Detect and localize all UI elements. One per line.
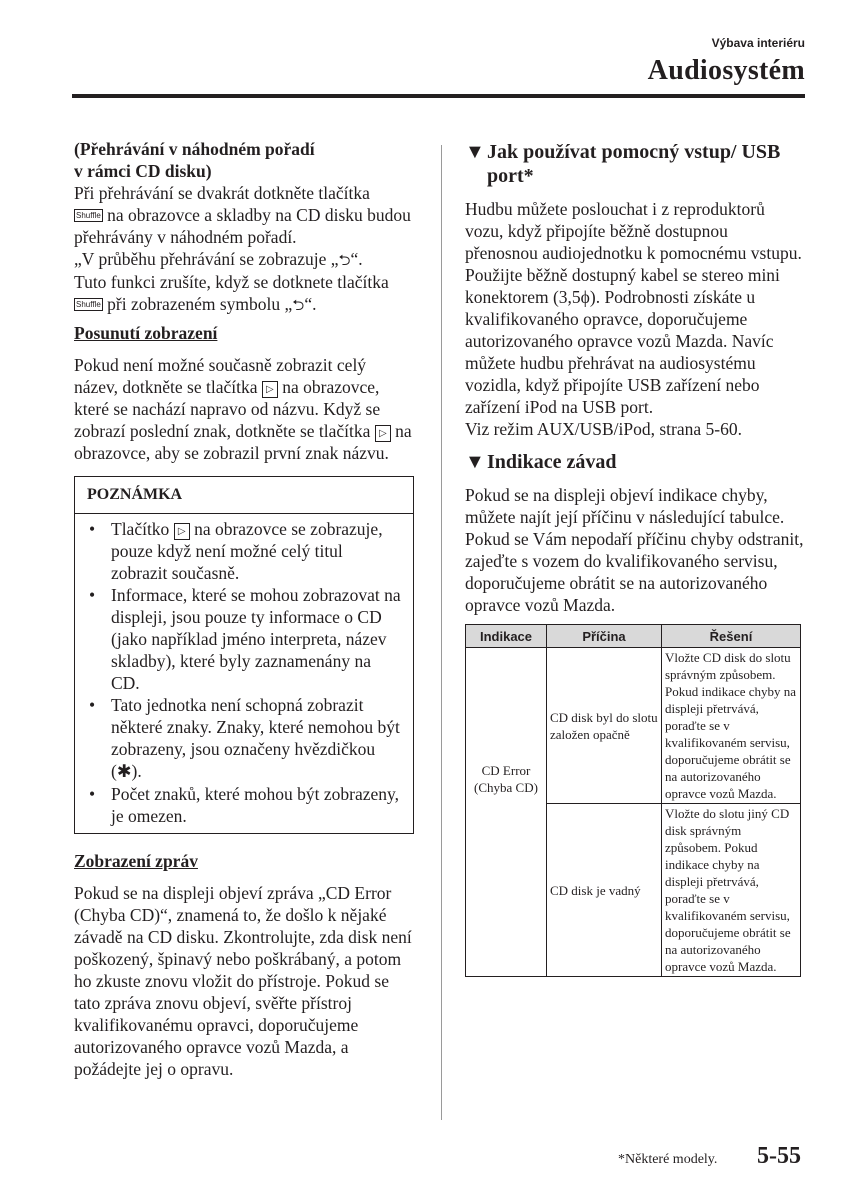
shuffle-paragraph: [74, 182, 414, 316]
fault-heading: [465, 450, 805, 474]
note-item1-text-b: na obrazovce se zobrazuje, pouze když není možné celý titul zobrazit současně.: [111, 519, 383, 583]
note-list: [75, 514, 413, 833]
note-item: [111, 518, 403, 584]
note-item: [111, 694, 403, 783]
shuffle-text-5: Tuto funkci zrušíte, když se dotknete tlačítka: [74, 272, 389, 292]
shuffle-heading-line1: (Přehrávání v náhodném pořadí: [74, 139, 315, 159]
triangle-marker-icon: ▼: [465, 451, 485, 473]
cause-cell: CD disk je vadný: [547, 804, 662, 977]
shuffle-text-4: “.: [350, 249, 363, 269]
aux-paragraph: Hudbu můžete poslouchat i z reproduktorů vozu, když připojíte běžně dostupnou přenosnou audiojednotku k pomocnému vstupu. Použijte běžně dostupný kabel se stereo mini konektorem (3,5ϕ). Podrobnosti získáte u kvalifikovaného opravce, doporučujeme autorizovaného opravce vozů Mazda. Navíc můžete hudbu přehrávat na audiosystému vozidla, když připojíte USB zařízení nebo zařízení iPod na USB port.: [465, 199, 802, 417]
table-header: Příčina: [547, 625, 662, 648]
right-arrow-key-icon: ▷: [174, 523, 190, 540]
note-item3-text-b: ).: [131, 761, 142, 781]
page-title: Audiosystém: [647, 55, 805, 86]
solution-cell: Vložte do slotu jiný CD disk správným způsobem. Pokud indikace chyby na displeji přetrvává, poraďte se v kvalifikovaném servisu, doporučujeme obrátit se na autorizovaného opravce vozů Mazda.: [662, 804, 801, 977]
note-title: POZNÁMKA: [75, 477, 413, 514]
section-label: Výbava interiéru: [711, 36, 805, 50]
note-item1-text-a: Tlačítko: [111, 519, 170, 539]
repeat-icon: ⮌: [338, 251, 351, 269]
column-divider: [441, 145, 442, 1120]
note-item3-text-a: Tato jednotka není schopná zobrazit některé znaky. Znaky, které nemohou být zobrazeny, jsou označeny hvězdičkou (: [111, 695, 400, 781]
left-column: [74, 138, 414, 1080]
page-number: 5-55: [757, 1143, 801, 1169]
footnote: *Některé modely.: [618, 1152, 718, 1167]
note-item: • Informace, které se mohou zobrazovat na displeji, jsou pouze ty informace o CD (jako například jméno interpreta, název skladby), které byly zaznamenány na CD.: [111, 584, 403, 694]
note-item: • Počet znaků, které mohou být zobrazeny, je omezen.: [111, 783, 403, 827]
asterisk-icon: ✱: [116, 762, 132, 782]
table-header-row: [466, 625, 801, 648]
table-row: [466, 648, 801, 804]
indication-cell: CD Error (Chyba CD): [466, 648, 547, 977]
header-rule: [72, 94, 805, 98]
right-arrow-key-icon: ▷: [375, 425, 391, 442]
cause-cell: CD disk byl do slotu založen opačně: [547, 648, 662, 804]
aux-heading: [465, 140, 805, 188]
shuffle-text-1: Při přehrávání se dvakrát dotkněte tlačítka: [74, 183, 370, 203]
shuffle-heading: [74, 138, 414, 182]
fault-heading-text: Indikace závad: [487, 451, 617, 473]
shuffle-text-2: na obrazovce a skladby na CD disku budou přehrávány v náhodném pořadí.: [74, 205, 411, 247]
repeat-icon: ⮌: [292, 296, 305, 314]
right-arrow-key-icon: ▷: [262, 381, 278, 398]
shuffle-key-icon: Shuffle: [76, 300, 101, 309]
aux-heading-text: Jak používat pomocný vstup/ USB port*: [487, 141, 781, 187]
note-box: [74, 476, 414, 834]
solution-cell: Vložte CD disk do slotu správným způsobem. Pokud indikace chyby na displeji přetrvává, poraďte se v kvalifikovaném servisu, doporučujeme obrátit se na autorizovaného opravce vozů Mazda.: [662, 648, 801, 804]
fault-paragraph: Pokud se na displeji objeví indikace chyby, můžete najít její příčinu v následující tabulce. Pokud se Vám nepodaří příčinu chyby odstranit, zajeďte s vozem do kvalifikovaného servisu, doporučujeme obrátit se na autorizovaného opravce vozů Mazda.: [465, 485, 804, 615]
table-header: Indikace: [466, 625, 547, 648]
aux-reference: Viz režim AUX/USB/iPod, strana 5-60.: [465, 419, 742, 439]
scroll-heading: Posunutí zobrazení: [74, 323, 218, 343]
shuffle-text-6: při zobrazeném symbolu „: [107, 294, 293, 314]
right-column: [465, 140, 805, 977]
scroll-text-1: Pokud není možné současně zobrazit celý název, dotkněte se tlačítka: [74, 355, 367, 397]
shuffle-text-3: „V průběhu přehrávání se zobrazuje „: [74, 249, 339, 269]
shuffle-heading-line2: v rámci CD disku): [74, 161, 212, 181]
shuffle-key-icon: Shuffle: [76, 211, 101, 220]
messages-heading: Zobrazení zpráv: [74, 851, 198, 871]
triangle-marker-icon: ▼: [465, 141, 485, 163]
fault-table: [465, 624, 801, 977]
messages-paragraph: Pokud se na displeji objeví zpráva „CD Error (Chyba CD)“, znamená to, že došlo k nějaké závadě na CD disku. Zkontrolujte, zda disk není poškozený, špinavý nebo poškrábaný, a potom ho zkuste znovu vložit do přístroje. Pokud se tato zpráva znovu objeví, svěřte přístroj kvalifikovanému opravci, doporučujeme autorizovaného opravce vozů Mazda, a požádejte jej o opravu.: [74, 883, 412, 1079]
shuffle-text-7: “.: [304, 294, 317, 314]
table-header: Řešení: [662, 625, 801, 648]
scroll-paragraph: [74, 354, 414, 464]
scroll-text-3: na obrazovce, aby se zobrazil první znak názvu.: [74, 421, 412, 463]
scroll-text-2: na obrazovce, které se nachází napravo od názvu. Když se zobrazí poslední znak, dotkněte se tlačítka: [74, 377, 381, 441]
